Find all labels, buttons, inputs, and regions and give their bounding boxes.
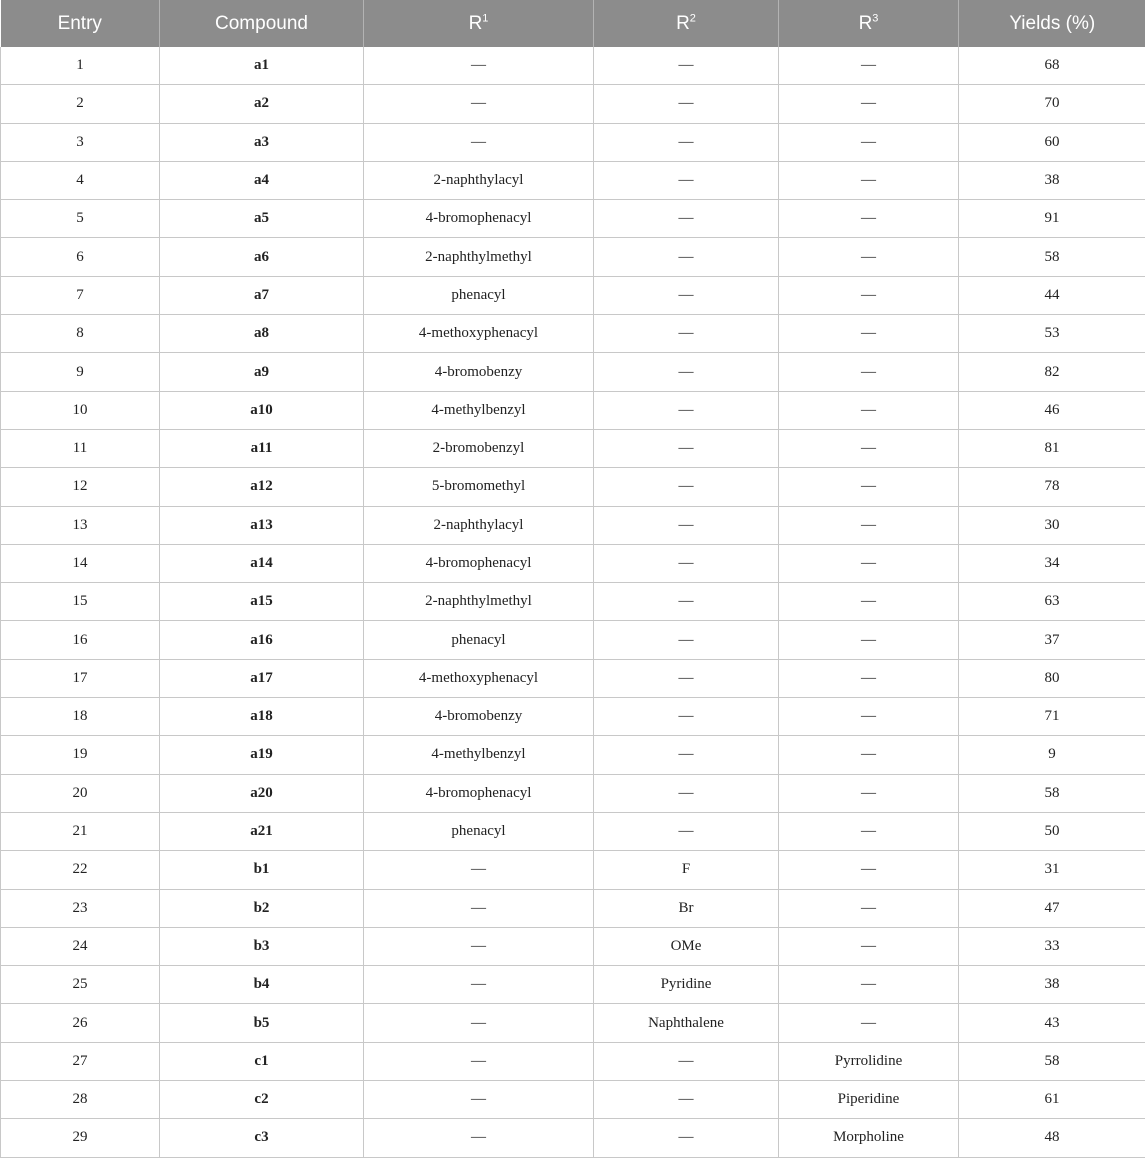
table-row xyxy=(1,429,1145,467)
cell-r3: — xyxy=(779,889,959,927)
cell-compound: a19 xyxy=(160,736,364,774)
cell-r3: — xyxy=(779,200,959,238)
cell-r1: 2-bromobenzyl xyxy=(364,429,594,467)
cell-r3: — xyxy=(779,238,959,276)
cell-yield: 82 xyxy=(959,353,1145,391)
cell-r1: 4-bromophenacyl xyxy=(364,200,594,238)
cell-entry: 24 xyxy=(1,927,160,965)
header-r1 xyxy=(364,0,594,47)
cell-r2: F xyxy=(594,851,779,889)
cell-compound: a3 xyxy=(160,123,364,161)
cell-r2: — xyxy=(594,85,779,123)
table-row xyxy=(1,85,1145,123)
header-r1-base: R xyxy=(468,12,483,34)
cell-yield: 43 xyxy=(959,1004,1145,1042)
cell-r2: — xyxy=(594,506,779,544)
cell-r2: — xyxy=(594,698,779,736)
table-row xyxy=(1,698,1145,736)
cell-r1: 4-methoxyphenacyl xyxy=(364,659,594,697)
cell-yield: 53 xyxy=(959,315,1145,353)
cell-entry: 22 xyxy=(1,851,160,889)
cell-r1: — xyxy=(364,851,594,889)
cell-compound: a18 xyxy=(160,698,364,736)
cell-compound: a21 xyxy=(160,812,364,850)
cell-r1: phenacyl xyxy=(364,276,594,314)
cell-r1: 4-methylbenzyl xyxy=(364,736,594,774)
cell-compound: a8 xyxy=(160,315,364,353)
cell-r3: — xyxy=(779,544,959,582)
cell-compound: a10 xyxy=(160,391,364,429)
cell-yield: 58 xyxy=(959,774,1145,812)
table-row xyxy=(1,123,1145,161)
cell-compound: b3 xyxy=(160,927,364,965)
cell-r1: phenacyl xyxy=(364,812,594,850)
cell-r3: — xyxy=(779,927,959,965)
cell-entry: 16 xyxy=(1,621,160,659)
cell-entry: 20 xyxy=(1,774,160,812)
cell-yield: 81 xyxy=(959,429,1145,467)
cell-r3: — xyxy=(779,85,959,123)
header-r1-sup: 1 xyxy=(482,12,489,25)
cell-r1: 5-bromomethyl xyxy=(364,468,594,506)
cell-r2: — xyxy=(594,583,779,621)
cell-r3: — xyxy=(779,429,959,467)
cell-yield: 68 xyxy=(959,47,1145,85)
cell-compound: a14 xyxy=(160,544,364,582)
cell-r3: — xyxy=(779,468,959,506)
header-r2-base: R xyxy=(676,12,690,34)
cell-r2: — xyxy=(594,429,779,467)
cell-r2: Pyridine xyxy=(594,966,779,1004)
cell-r3: — xyxy=(779,659,959,697)
cell-compound: b2 xyxy=(160,889,364,927)
cell-r1: 2-naphthylmethyl xyxy=(364,583,594,621)
cell-entry: 14 xyxy=(1,544,160,582)
cell-compound: b1 xyxy=(160,851,364,889)
cell-r3: — xyxy=(779,774,959,812)
cell-r3: — xyxy=(779,123,959,161)
cell-compound: a11 xyxy=(160,429,364,467)
cell-compound: c3 xyxy=(160,1119,364,1157)
cell-r2: — xyxy=(594,123,779,161)
table-header xyxy=(1,0,1145,47)
cell-r1: — xyxy=(364,123,594,161)
cell-compound: a16 xyxy=(160,621,364,659)
header-compound: Compound xyxy=(160,0,364,47)
table-row xyxy=(1,1081,1145,1119)
cell-r1: 4-bromobenzy xyxy=(364,698,594,736)
cell-yield: 60 xyxy=(959,123,1145,161)
cell-r1: 4-bromophenacyl xyxy=(364,544,594,582)
header-row xyxy=(1,0,1145,47)
cell-r2: — xyxy=(594,1119,779,1157)
cell-entry: 29 xyxy=(1,1119,160,1157)
cell-r1: — xyxy=(364,927,594,965)
cell-entry: 4 xyxy=(1,161,160,199)
cell-r1: — xyxy=(364,889,594,927)
cell-entry: 11 xyxy=(1,429,160,467)
cell-r2: — xyxy=(594,47,779,85)
cell-yield: 58 xyxy=(959,238,1145,276)
cell-r3: Morpholine xyxy=(779,1119,959,1157)
cell-yield: 48 xyxy=(959,1119,1145,1157)
cell-r1: 2-naphthylacyl xyxy=(364,506,594,544)
cell-compound: a7 xyxy=(160,276,364,314)
cell-compound: c2 xyxy=(160,1081,364,1119)
cell-entry: 13 xyxy=(1,506,160,544)
cell-yield: 70 xyxy=(959,85,1145,123)
cell-yield: 80 xyxy=(959,659,1145,697)
cell-r3: — xyxy=(779,812,959,850)
table-body xyxy=(1,47,1145,1157)
cell-r2: OMe xyxy=(594,927,779,965)
cell-yield: 9 xyxy=(959,736,1145,774)
cell-r3: — xyxy=(779,966,959,1004)
cell-r2: — xyxy=(594,774,779,812)
header-entry: Entry xyxy=(1,0,160,47)
cell-entry: 12 xyxy=(1,468,160,506)
cell-entry: 28 xyxy=(1,1081,160,1119)
cell-r2: — xyxy=(594,468,779,506)
cell-r3: Pyrrolidine xyxy=(779,1042,959,1080)
cell-r1: — xyxy=(364,1004,594,1042)
cell-entry: 18 xyxy=(1,698,160,736)
cell-r3: — xyxy=(779,621,959,659)
cell-r2: — xyxy=(594,276,779,314)
cell-compound: a17 xyxy=(160,659,364,697)
table-row xyxy=(1,238,1145,276)
table-row xyxy=(1,315,1145,353)
table-row xyxy=(1,506,1145,544)
cell-entry: 21 xyxy=(1,812,160,850)
cell-yield: 63 xyxy=(959,583,1145,621)
cell-r3: — xyxy=(779,391,959,429)
cell-r2: — xyxy=(594,315,779,353)
cell-r1: 2-naphthylacyl xyxy=(364,161,594,199)
cell-compound: a1 xyxy=(160,47,364,85)
cell-yield: 38 xyxy=(959,966,1145,1004)
cell-r1: — xyxy=(364,966,594,1004)
table-row xyxy=(1,736,1145,774)
cell-r2: — xyxy=(594,659,779,697)
cell-compound: a4 xyxy=(160,161,364,199)
cell-compound: a5 xyxy=(160,200,364,238)
cell-r2: — xyxy=(594,1042,779,1080)
cell-yield: 30 xyxy=(959,506,1145,544)
cell-r2: — xyxy=(594,544,779,582)
cell-r1: 2-naphthylmethyl xyxy=(364,238,594,276)
cell-entry: 6 xyxy=(1,238,160,276)
table-row xyxy=(1,812,1145,850)
cell-r1: 4-bromobenzy xyxy=(364,353,594,391)
table-row xyxy=(1,621,1145,659)
cell-r3: — xyxy=(779,698,959,736)
cell-compound: a13 xyxy=(160,506,364,544)
cell-entry: 8 xyxy=(1,315,160,353)
cell-entry: 1 xyxy=(1,47,160,85)
cell-yield: 78 xyxy=(959,468,1145,506)
table-row xyxy=(1,927,1145,965)
cell-r2: — xyxy=(594,621,779,659)
cell-compound: a6 xyxy=(160,238,364,276)
table-row xyxy=(1,1119,1145,1157)
cell-r1: — xyxy=(364,85,594,123)
cell-entry: 25 xyxy=(1,966,160,1004)
cell-compound: c1 xyxy=(160,1042,364,1080)
cell-yield: 44 xyxy=(959,276,1145,314)
cell-r2: — xyxy=(594,238,779,276)
cell-r1: — xyxy=(364,1119,594,1157)
cell-entry: 26 xyxy=(1,1004,160,1042)
cell-r1: — xyxy=(364,1042,594,1080)
cell-r3: — xyxy=(779,506,959,544)
cell-r1: — xyxy=(364,1081,594,1119)
cell-yield: 31 xyxy=(959,851,1145,889)
cell-r2: Br xyxy=(594,889,779,927)
header-r3 xyxy=(779,0,959,47)
cell-r3: — xyxy=(779,583,959,621)
table-row xyxy=(1,966,1145,1004)
cell-r1: — xyxy=(364,47,594,85)
cell-r3: — xyxy=(779,851,959,889)
cell-entry: 10 xyxy=(1,391,160,429)
cell-r2: — xyxy=(594,353,779,391)
cell-yield: 50 xyxy=(959,812,1145,850)
cell-r2: — xyxy=(594,200,779,238)
table-row xyxy=(1,391,1145,429)
cell-r3: — xyxy=(779,161,959,199)
cell-r3: — xyxy=(779,47,959,85)
table-row xyxy=(1,774,1145,812)
cell-yield: 38 xyxy=(959,161,1145,199)
table-row xyxy=(1,1042,1145,1080)
cell-yield: 58 xyxy=(959,1042,1145,1080)
cell-compound: b5 xyxy=(160,1004,364,1042)
cell-r2: — xyxy=(594,391,779,429)
cell-yield: 37 xyxy=(959,621,1145,659)
table-row xyxy=(1,276,1145,314)
cell-entry: 17 xyxy=(1,659,160,697)
cell-yield: 91 xyxy=(959,200,1145,238)
cell-r2: — xyxy=(594,1081,779,1119)
cell-r3: — xyxy=(779,736,959,774)
cell-entry: 27 xyxy=(1,1042,160,1080)
cell-r2: Naphthalene xyxy=(594,1004,779,1042)
cell-compound: a12 xyxy=(160,468,364,506)
cell-r3: — xyxy=(779,276,959,314)
cell-entry: 2 xyxy=(1,85,160,123)
header-r2 xyxy=(594,0,779,47)
table-row xyxy=(1,659,1145,697)
table-row xyxy=(1,353,1145,391)
cell-yield: 71 xyxy=(959,698,1145,736)
cell-compound: a20 xyxy=(160,774,364,812)
cell-r1: 4-bromophenacyl xyxy=(364,774,594,812)
table-row xyxy=(1,851,1145,889)
cell-entry: 23 xyxy=(1,889,160,927)
cell-r3: — xyxy=(779,1004,959,1042)
table-row xyxy=(1,468,1145,506)
cell-compound: b4 xyxy=(160,966,364,1004)
header-r3-sup: 3 xyxy=(872,12,879,25)
cell-entry: 15 xyxy=(1,583,160,621)
cell-r1: 4-methoxyphenacyl xyxy=(364,315,594,353)
cell-compound: a9 xyxy=(160,353,364,391)
table-row xyxy=(1,1004,1145,1042)
cell-r3: — xyxy=(779,353,959,391)
cell-yield: 47 xyxy=(959,889,1145,927)
cell-r3: Piperidine xyxy=(779,1081,959,1119)
cell-r1: 4-methylbenzyl xyxy=(364,391,594,429)
cell-compound: a2 xyxy=(160,85,364,123)
header-r2-sup: 2 xyxy=(689,12,696,25)
table-row xyxy=(1,544,1145,582)
cell-r2: — xyxy=(594,812,779,850)
cell-entry: 7 xyxy=(1,276,160,314)
cell-entry: 9 xyxy=(1,353,160,391)
cell-entry: 3 xyxy=(1,123,160,161)
cell-compound: a15 xyxy=(160,583,364,621)
cell-r3: — xyxy=(779,315,959,353)
cell-yield: 46 xyxy=(959,391,1145,429)
cell-yield: 61 xyxy=(959,1081,1145,1119)
table-row xyxy=(1,200,1145,238)
cell-entry: 5 xyxy=(1,200,160,238)
header-yields: Yields (%) xyxy=(959,0,1145,47)
cell-r2: — xyxy=(594,161,779,199)
cell-yield: 33 xyxy=(959,927,1145,965)
table-row xyxy=(1,47,1145,85)
table-row xyxy=(1,889,1145,927)
cell-entry: 19 xyxy=(1,736,160,774)
header-r3-base: R xyxy=(858,12,873,34)
cell-yield: 34 xyxy=(959,544,1145,582)
table-row xyxy=(1,583,1145,621)
cell-r2: — xyxy=(594,736,779,774)
table-row xyxy=(1,161,1145,199)
cell-r1: phenacyl xyxy=(364,621,594,659)
